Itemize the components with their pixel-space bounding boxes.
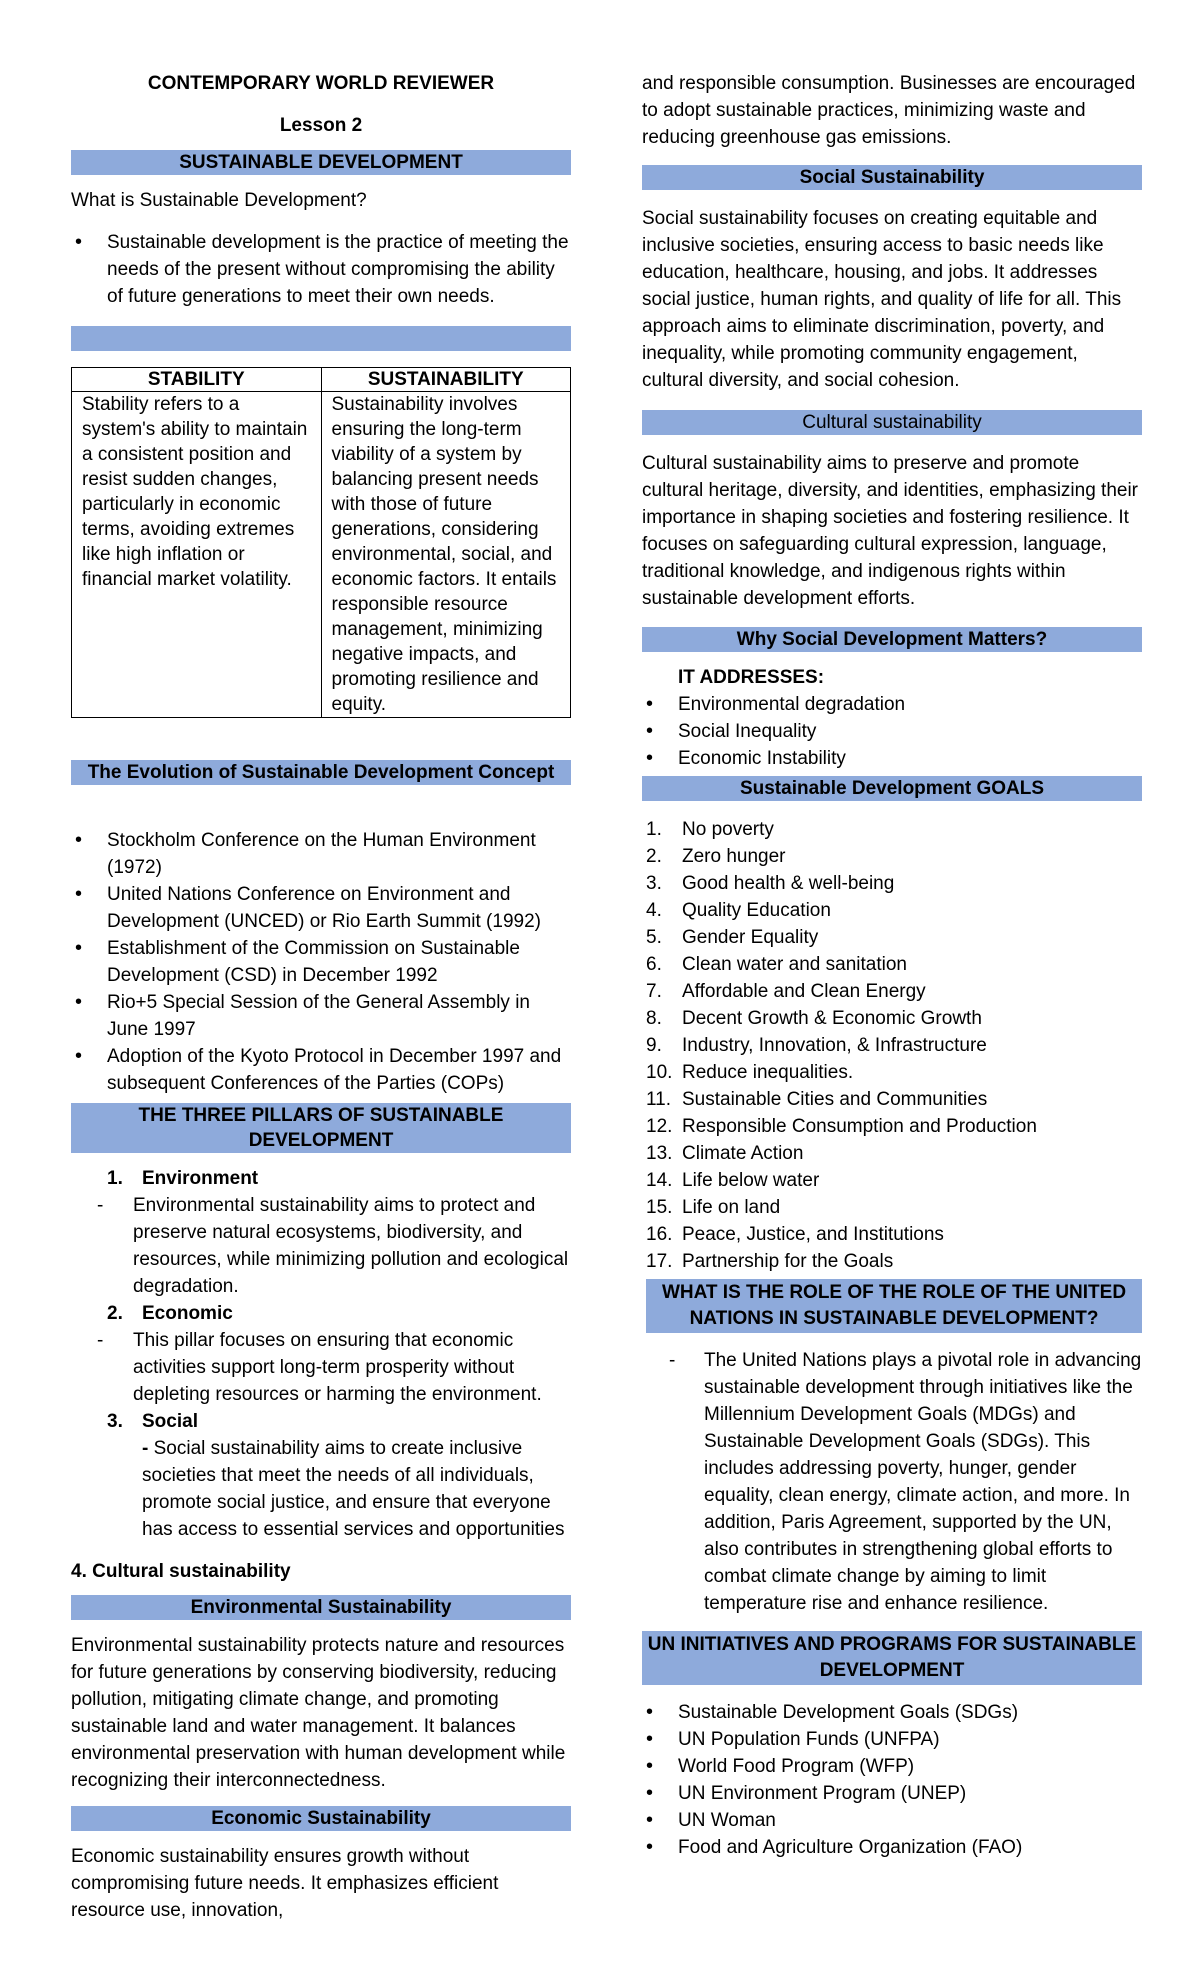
sdg-label: Sustainable Cities and Communities <box>682 1089 988 1110</box>
pillar-economic-text <box>71 1327 571 1408</box>
dash-marker: - <box>97 1330 104 1351</box>
stability-sustainability-table <box>71 367 571 718</box>
dash-marker: - <box>142 1438 149 1459</box>
three-pillars-bar: THE THREE PILLARS OF SUSTAINABLE DEVELOPMENT <box>71 1103 571 1153</box>
list-item: • Establishment of the Commission on Sustainable Development (CSD) in December 1992 <box>71 935 571 989</box>
sdg-number: 11. <box>646 1089 672 1110</box>
sdg-number: 12. <box>646 1116 673 1137</box>
economic-sustainability-text-b: and responsible consumption. Businesses are encouraged to adopt sustainable practices, minimizing waste and reducing greenhouse gas emissions. <box>642 73 1136 148</box>
sd-definition: • Sustainable development is the practice of meeting the needs of the present without compromising the ability of future generations to meet their own needs. <box>71 229 571 310</box>
sdg-list <box>642 816 1142 1275</box>
it-addresses-heading: IT ADDRESSES: <box>678 667 825 688</box>
lesson-label: Lesson 2 <box>279 115 363 136</box>
sdg-item <box>642 870 1142 897</box>
pillar-title: Economic <box>142 1303 233 1324</box>
economic-sustainability-text-a: Economic sustainability ensures growth without compromising future needs. It emphasizes efficient resource use, innovation, <box>71 1846 499 1921</box>
sdg-item <box>642 843 1142 870</box>
un-initiatives-bar <box>642 1631 1142 1685</box>
list-item: • Food and Agriculture Organization (FAO) <box>642 1834 1142 1861</box>
left-column <box>71 70 571 1924</box>
list-item: • Adoption of the Kyoto Protocol in December 1997 and subsequent Conferences of the Parties (COPs) <box>71 1043 571 1097</box>
dash-marker: - <box>669 1350 676 1371</box>
sdg-label: Life below water <box>682 1170 820 1191</box>
pillar-number: 1. <box>107 1168 123 1189</box>
why-social-development-bar: Why Social Development Matters? <box>642 627 1142 652</box>
sd-question: What is Sustainable Development? <box>71 190 367 211</box>
list-item: • UN Population Funds (UNFPA) <box>642 1726 1142 1753</box>
sdg-number: 6. <box>646 954 662 975</box>
sdg-number: 4. <box>646 900 662 921</box>
economic-sustainability-bar: Economic Sustainability <box>71 1806 571 1831</box>
un-initiatives-bar-line1: UN INITIATIVES AND PROGRAMS FOR SUSTAINABLE <box>647 1634 1137 1655</box>
pillar-environment-heading <box>71 1165 571 1192</box>
sdg-item <box>642 1221 1142 1248</box>
cultural-sustainability-text: Cultural sustainability aims to preserve and promote cultural heritage, diversity, and identities, emphasizing their importance in shaping societies and fostering resilience. It focuses on safeguarding cultural expression, language, traditional knowledge, and indigenous rights within sustainable development efforts. <box>642 453 1139 609</box>
sdg-label: Clean water and sanitation <box>682 954 907 975</box>
sdg-number: 15. <box>646 1197 673 1218</box>
sdg-label: Good health & well-being <box>682 873 895 894</box>
sdg-number: 16. <box>646 1224 673 1245</box>
table-header-sustainability: SUSTAINABILITY <box>321 368 571 392</box>
sdg-label: Reduce inequalities. <box>682 1062 854 1083</box>
un-role-bar-line2: NATIONS IN SUSTAINABLE DEVELOPMENT? <box>689 1308 1099 1329</box>
un-role-bar <box>646 1279 1142 1333</box>
environmental-sustainability-text: Environmental sustainability protects nature and resources for future generations by conserving biodiversity, reducing pollution, mitigating climate change, and promoting sustainable land and water management. It balances environmental preservation with human development while recognizing their interconnectedness. <box>71 1635 566 1791</box>
sdg-label: Gender Equality <box>682 927 819 948</box>
pillar-economic-heading <box>71 1300 571 1327</box>
pillar-social-text <box>71 1435 571 1543</box>
table-header-stability: STABILITY <box>72 368 322 392</box>
why-list <box>642 691 1142 772</box>
sdg-number: 17. <box>646 1251 673 1272</box>
sdg-label: Climate Action <box>682 1143 804 1164</box>
list-item: • Sustainable Development Goals (SDGs) <box>642 1699 1142 1726</box>
sdg-item <box>642 951 1142 978</box>
sdg-item <box>642 924 1142 951</box>
sdg-number: 10. <box>646 1062 673 1083</box>
sdg-label: Responsible Consumption and Production <box>682 1116 1037 1137</box>
un-role-bar-line1: WHAT IS THE ROLE OF THE ROLE OF THE UNITED <box>661 1282 1127 1303</box>
evolution-list <box>71 827 571 1097</box>
list-item: • World Food Program (WFP) <box>642 1753 1142 1780</box>
sustainable-development-bar: SUSTAINABLE DEVELOPMENT <box>71 150 571 175</box>
sdg-label: Quality Education <box>682 900 831 921</box>
pillar-description: Social sustainability aims to create inclusive societies that meet the needs of all individuals, promote social justice, and ensure that everyone has access to essential services and opportunities <box>142 1438 565 1540</box>
sdg-number: 9. <box>646 1035 662 1056</box>
pillar-description: This pillar focuses on ensuring that economic activities support long-term prosperity without depleting resources or harming the environment. <box>133 1330 542 1405</box>
pillar-title: Environment <box>142 1168 259 1189</box>
environmental-sustainability-bar: Environmental Sustainability <box>71 1595 571 1620</box>
sdg-number: 7. <box>646 981 662 1002</box>
un-role-description: The United Nations plays a pivotal role in advancing sustainable development through initiatives like the Millennium Development Goals (MDGs) and Sustainable Development Goals (SDGs). This includes addressing poverty, hunger, gender equality, clean energy, climate action, and more. In addition, Paris Agreement, supported by the UN, also contributes in strengthening global efforts to combat climate change by aiming to limit temperature rise and enhance resilience. <box>704 1350 1142 1614</box>
sdg-number: 5. <box>646 927 662 948</box>
un-initiatives-bar-line2: DEVELOPMENT <box>819 1660 965 1681</box>
sdg-label: Life on land <box>682 1197 781 1218</box>
table-cell-sustainability: Sustainability involves ensuring the long-term viability of a system by balancing present needs with those of future generations, considering environmental, social, and economic factors. It entails responsible resource management, minimizing negative impacts, and promoting resilience and equity. <box>321 392 571 718</box>
empty-bar <box>71 326 571 351</box>
social-sustainability-text: Social sustainability focuses on creating equitable and inclusive societies, ensuring access to basic needs like education, healthcare, housing, and jobs. It addresses social justice, human rights, and quality of life for all. This approach aims to eliminate discrimination, poverty, and inequality, while promoting community engagement, cultural diversity, and social cohesion. <box>642 208 1122 391</box>
sdg-item <box>642 978 1142 1005</box>
sdg-item <box>642 816 1142 843</box>
sdg-label: No poverty <box>682 819 774 840</box>
sdg-number: 13. <box>646 1143 673 1164</box>
pillar-description: Environmental sustainability aims to protect and preserve natural ecosystems, biodiversity, and resources, while minimizing pollution and ecological degradation. <box>133 1195 569 1297</box>
dash-marker: - <box>97 1195 104 1216</box>
sdg-bar: Sustainable Development GOALS <box>642 776 1142 801</box>
pillar-number: 2. <box>107 1303 123 1324</box>
sdg-item <box>642 1140 1142 1167</box>
sdg-number: 8. <box>646 1008 662 1029</box>
sdg-item <box>642 1086 1142 1113</box>
sdg-number: 1. <box>646 819 662 840</box>
sdg-item <box>642 897 1142 924</box>
pillar-environment-text <box>71 1192 571 1300</box>
sdg-item <box>642 1113 1142 1140</box>
pillar-social-heading <box>71 1408 571 1435</box>
sdg-item <box>642 1032 1142 1059</box>
sdg-label: Industry, Innovation, & Infrastructure <box>682 1035 987 1056</box>
sd-definition-list <box>71 229 571 310</box>
list-item: • Environmental degradation <box>642 691 1142 718</box>
list-item: • United Nations Conference on Environment and Development (UNCED) or Rio Earth Summit (1992) <box>71 881 571 935</box>
list-item: • Social Inequality <box>642 718 1142 745</box>
sdg-number: 3. <box>646 873 662 894</box>
sdg-number: 2. <box>646 846 662 867</box>
list-item: • Economic Instability <box>642 745 1142 772</box>
social-sustainability-bar: Social Sustainability <box>642 165 1142 190</box>
sdg-number: 14. <box>646 1170 673 1191</box>
sdg-label: Partnership for the Goals <box>682 1251 894 1272</box>
cultural-sustainability-heading: 4. Cultural sustainability <box>71 1561 291 1582</box>
evolution-bar: The Evolution of Sustainable Development Concept <box>71 760 571 785</box>
un-initiatives-list <box>642 1699 1142 1861</box>
pillar-title: Social <box>142 1411 198 1432</box>
sdg-item <box>642 1248 1142 1275</box>
sdg-label: Peace, Justice, and Institutions <box>682 1224 944 1245</box>
list-item: • UN Environment Program (UNEP) <box>642 1780 1142 1807</box>
sdg-item <box>642 1005 1142 1032</box>
sdg-item <box>642 1167 1142 1194</box>
list-item: • UN Woman <box>642 1807 1142 1834</box>
sdg-label: Affordable and Clean Energy <box>682 981 926 1002</box>
un-role-text <box>642 1347 1142 1617</box>
table-cell-stability: Stability refers to a system's ability to maintain a consistent position and resist sudden changes, particularly in economic terms, avoiding extremes like high inflation or financial market volatility. <box>72 392 322 718</box>
right-column <box>642 70 1142 1861</box>
list-item: • Rio+5 Special Session of the General Assembly in June 1997 <box>71 989 571 1043</box>
cultural-sustainability-bar: Cultural sustainability <box>642 410 1142 435</box>
sdg-item <box>642 1059 1142 1086</box>
pillar-number: 3. <box>107 1411 123 1432</box>
sdg-item <box>642 1194 1142 1221</box>
document-title: CONTEMPORARY WORLD REVIEWER <box>147 73 495 94</box>
list-item: • Stockholm Conference on the Human Environment (1972) <box>71 827 571 881</box>
sdg-label: Decent Growth & Economic Growth <box>682 1008 982 1029</box>
sdg-label: Zero hunger <box>682 846 786 867</box>
